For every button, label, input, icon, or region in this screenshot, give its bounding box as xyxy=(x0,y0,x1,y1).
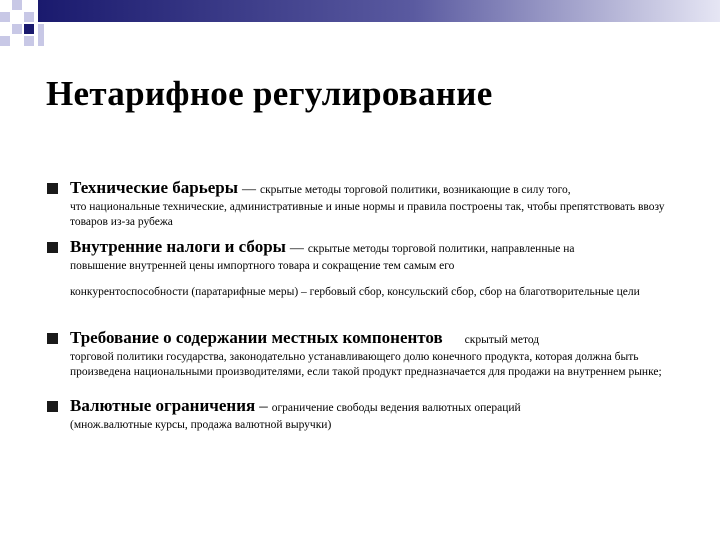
list-item-text xyxy=(70,396,685,433)
square-bullet-icon xyxy=(47,401,58,412)
list-item-text xyxy=(70,328,685,380)
item-dash: – xyxy=(259,396,268,415)
list-item xyxy=(47,237,687,317)
list-item-text xyxy=(70,178,685,230)
list-item xyxy=(47,396,687,432)
item-dash: — xyxy=(241,182,256,197)
item-body: (множ.валютные курсы, продажа валютной выручки) xyxy=(70,419,332,431)
list-item xyxy=(47,328,687,394)
item-body-continued: конкурентоспособности (паратарифные меры) – гербовый сбор, консульский сбор, сбор на благотворительные цели xyxy=(70,286,640,298)
item-dash: — xyxy=(289,241,304,256)
slide-title: Нетарифное регулирование xyxy=(46,74,493,113)
item-body: повышение внутренней цены импортного товара и сокращение тем самым его xyxy=(70,260,455,272)
item-lead: скрытые методы торговой политики, направленные на xyxy=(307,243,575,255)
list-item xyxy=(47,178,687,228)
item-body: что национальные технические, административные и иные нормы и правила построены так, чтобы препятствовать ввозу товаров из-за рубежа xyxy=(70,201,665,228)
item-heading: Валютные ограничения xyxy=(70,396,256,415)
square-bullet-icon xyxy=(47,333,58,344)
item-heading: Технические барьеры xyxy=(70,178,238,197)
header-decoration xyxy=(0,0,720,46)
item-heading: Требование о содержании местных компонентов xyxy=(70,328,443,347)
item-body: торговой политики государства, законодательно устанавливающего долю конечного продукта, которая должна быть произведена национальными производителями, если такой продукт предназначается для продажи на внутреннем рынке; xyxy=(70,351,662,378)
item-heading: Внутренние налоги и сборы xyxy=(70,237,286,256)
item-lead: скрытый метод xyxy=(464,334,540,346)
square-bullet-icon xyxy=(47,242,58,253)
list-item-text xyxy=(70,237,685,302)
item-lead: ограничение свободы ведения валютных операций xyxy=(271,402,521,414)
item-lead: скрытые методы торговой политики, возникающие в силу того, xyxy=(259,184,571,196)
square-bullet-icon xyxy=(47,183,58,194)
